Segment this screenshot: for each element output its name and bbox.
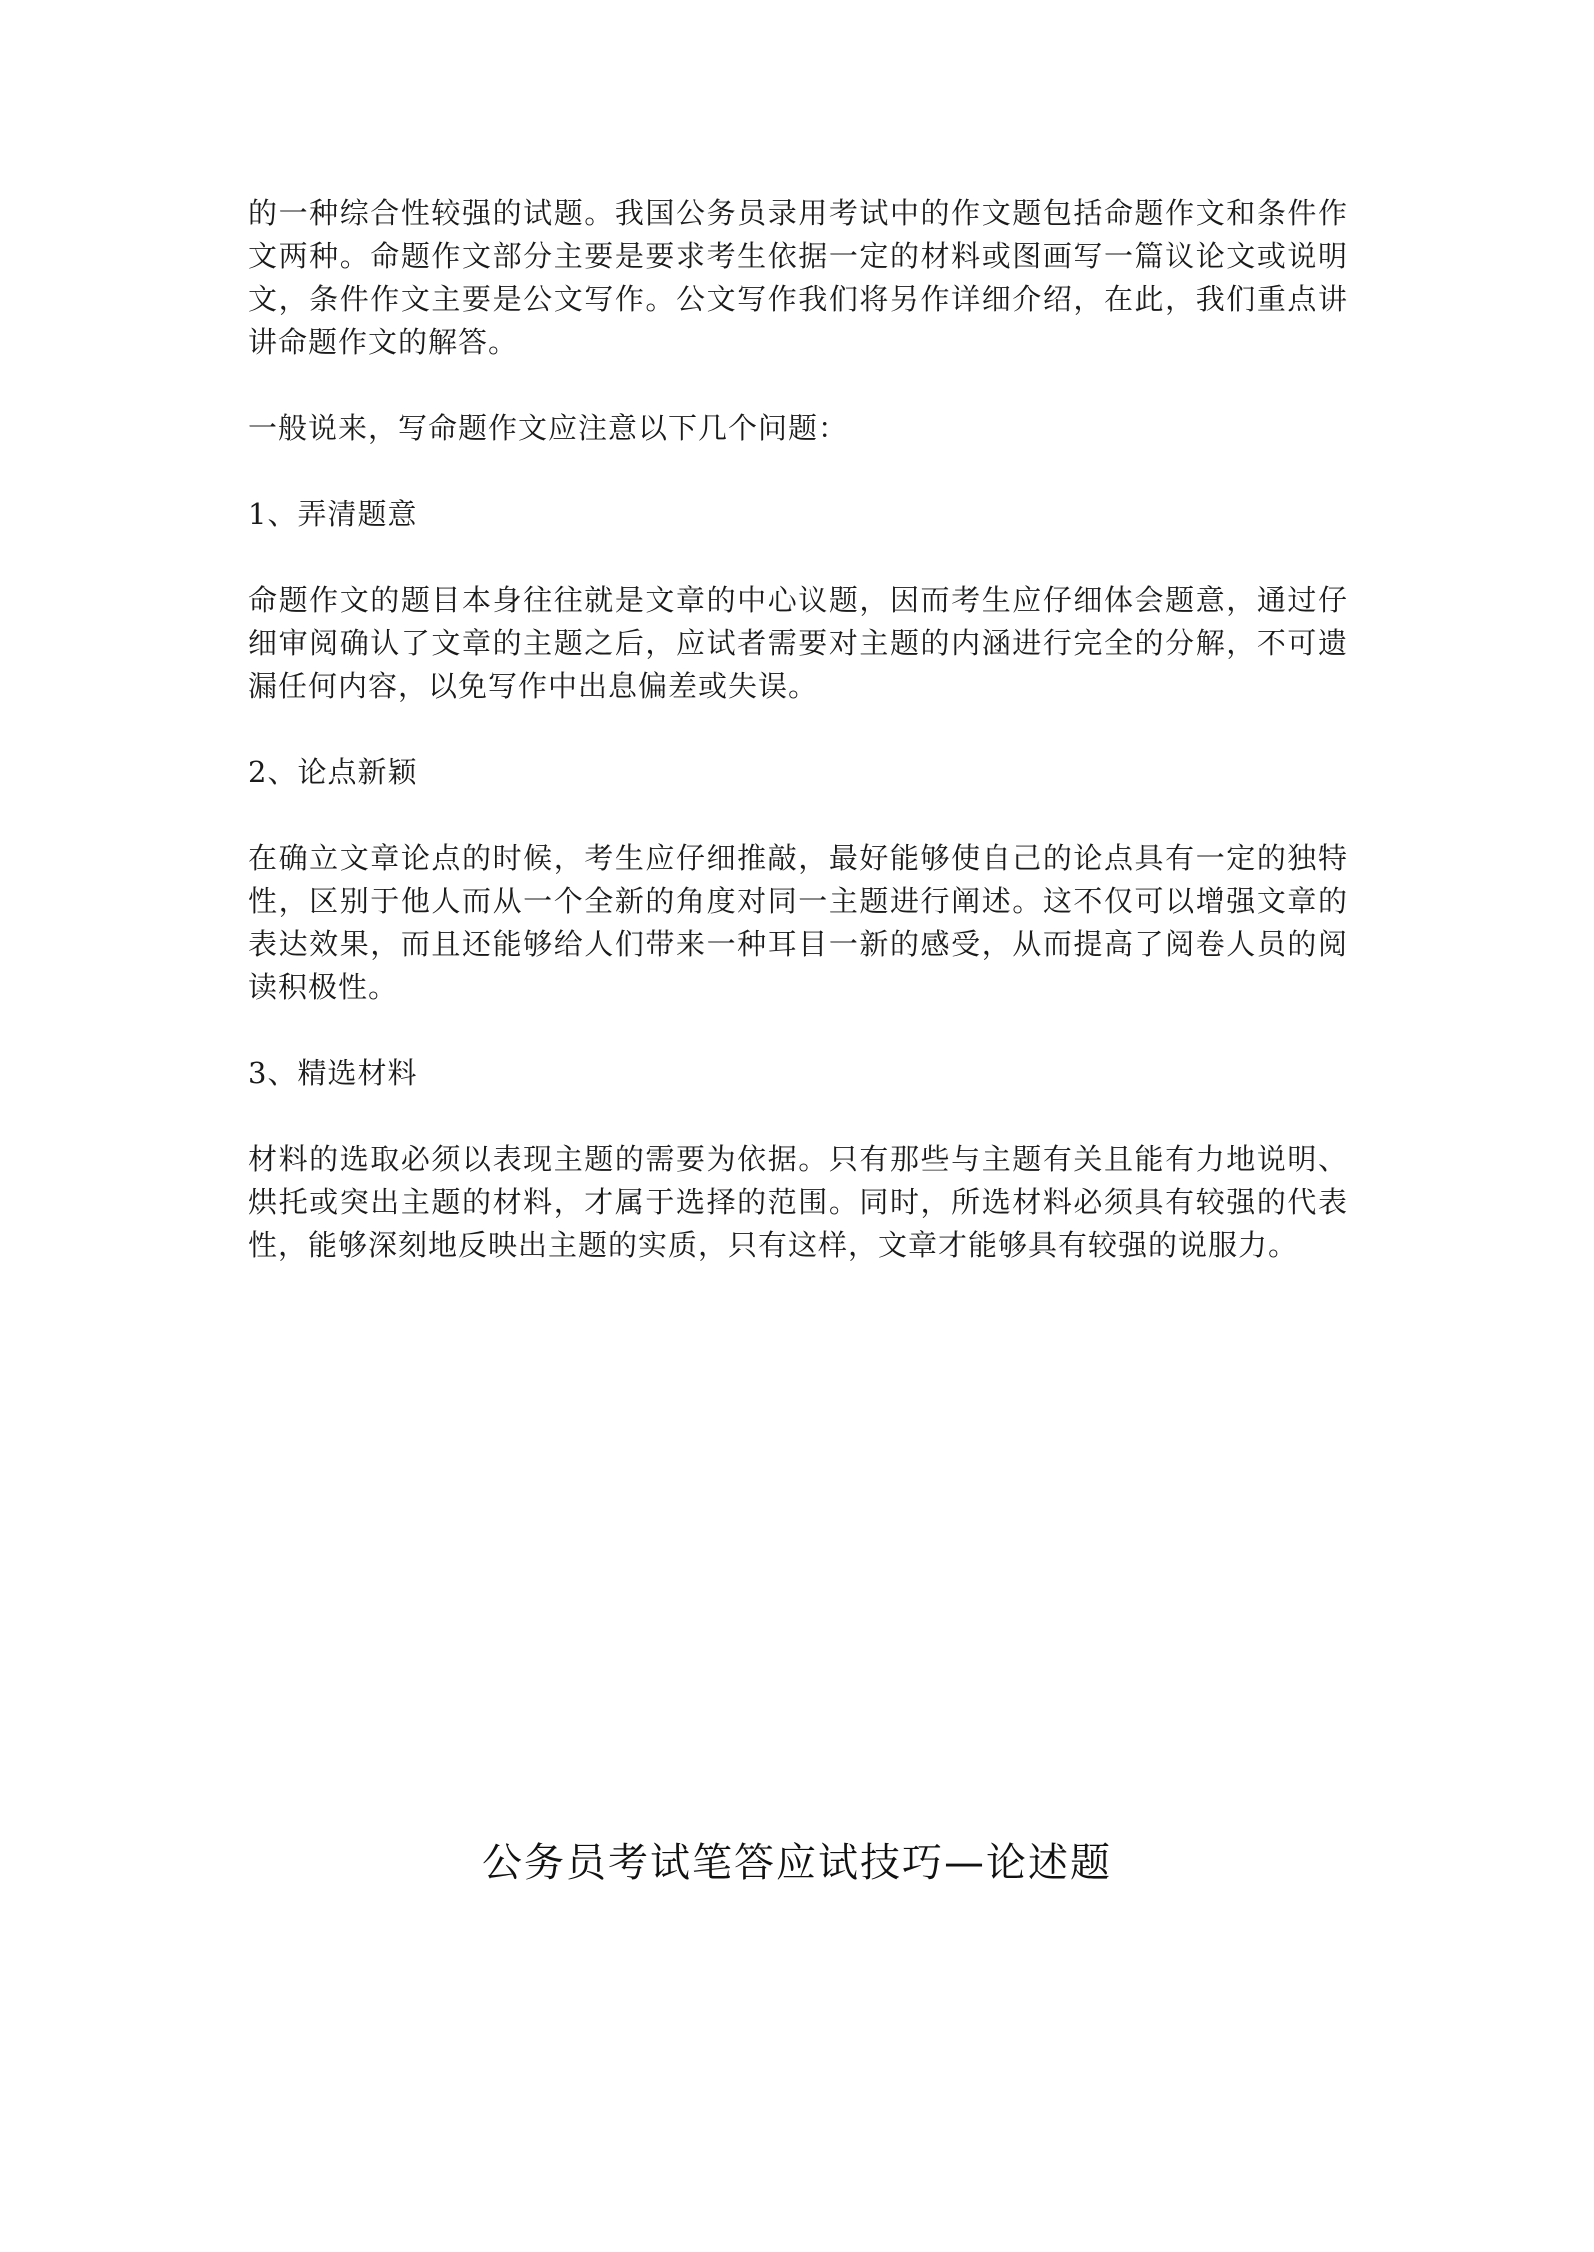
point3-heading: 3、精选材料 <box>248 1056 418 1090</box>
point1-paragraph: 命题作文的题目本身往往就是文章的中心议题，因而考生应仔细体会题意，通过仔细审阅确认了文章的主题之后，应试者需要对主题的内涵进行完全的分解，不可遗漏任何内容，以免写作中出息偏差或失误。 <box>248 583 1348 703</box>
general-paragraph: 一般说来，写命题作文应注意以下几个问题： <box>248 411 849 445</box>
point1-heading: 1、弄清题意 <box>248 497 418 531</box>
point3-paragraph: 材料的选取必须以表现主题的需要为依据。只有那些与主题有关且能有力地说明、烘托或突出主题的材料，才属于选择的范围。同时，所选材料必须具有较强的代表性，能够深刻地反映出主题的实质，只有这样，文章才能够具有较强的说服力。 <box>248 1142 1348 1262</box>
intro-paragraph: 的一种综合性较强的试题。我国公务员录用考试中的作文题包括命题作文和条件作文两种。命题作文部分主要是要求考生依据一定的材料或图画写一篇议论文或说明文，条件作文主要是公文写作。公文写作我们将另作详细介绍，在此，我们重点讲讲命题作文的解答。 <box>248 196 1348 359</box>
point2-paragraph: 在确立文章论点的时候，考生应仔细推敲，最好能够使自己的论点具有一定的独特性，区别于他人而从一个全新的角度对同一主题进行阐述。这不仅可以增强文章的表达效果，而且还能够给人们带来一种耳目一新的感受，从而提高了阅卷人员的阅读积极性。 <box>248 841 1348 1004</box>
point2-heading: 2、论点新颖 <box>248 755 418 789</box>
document-body <box>248 192 1348 1267</box>
section-title: 公务员考试笔答应试技巧—论述题 <box>482 1840 1112 1886</box>
